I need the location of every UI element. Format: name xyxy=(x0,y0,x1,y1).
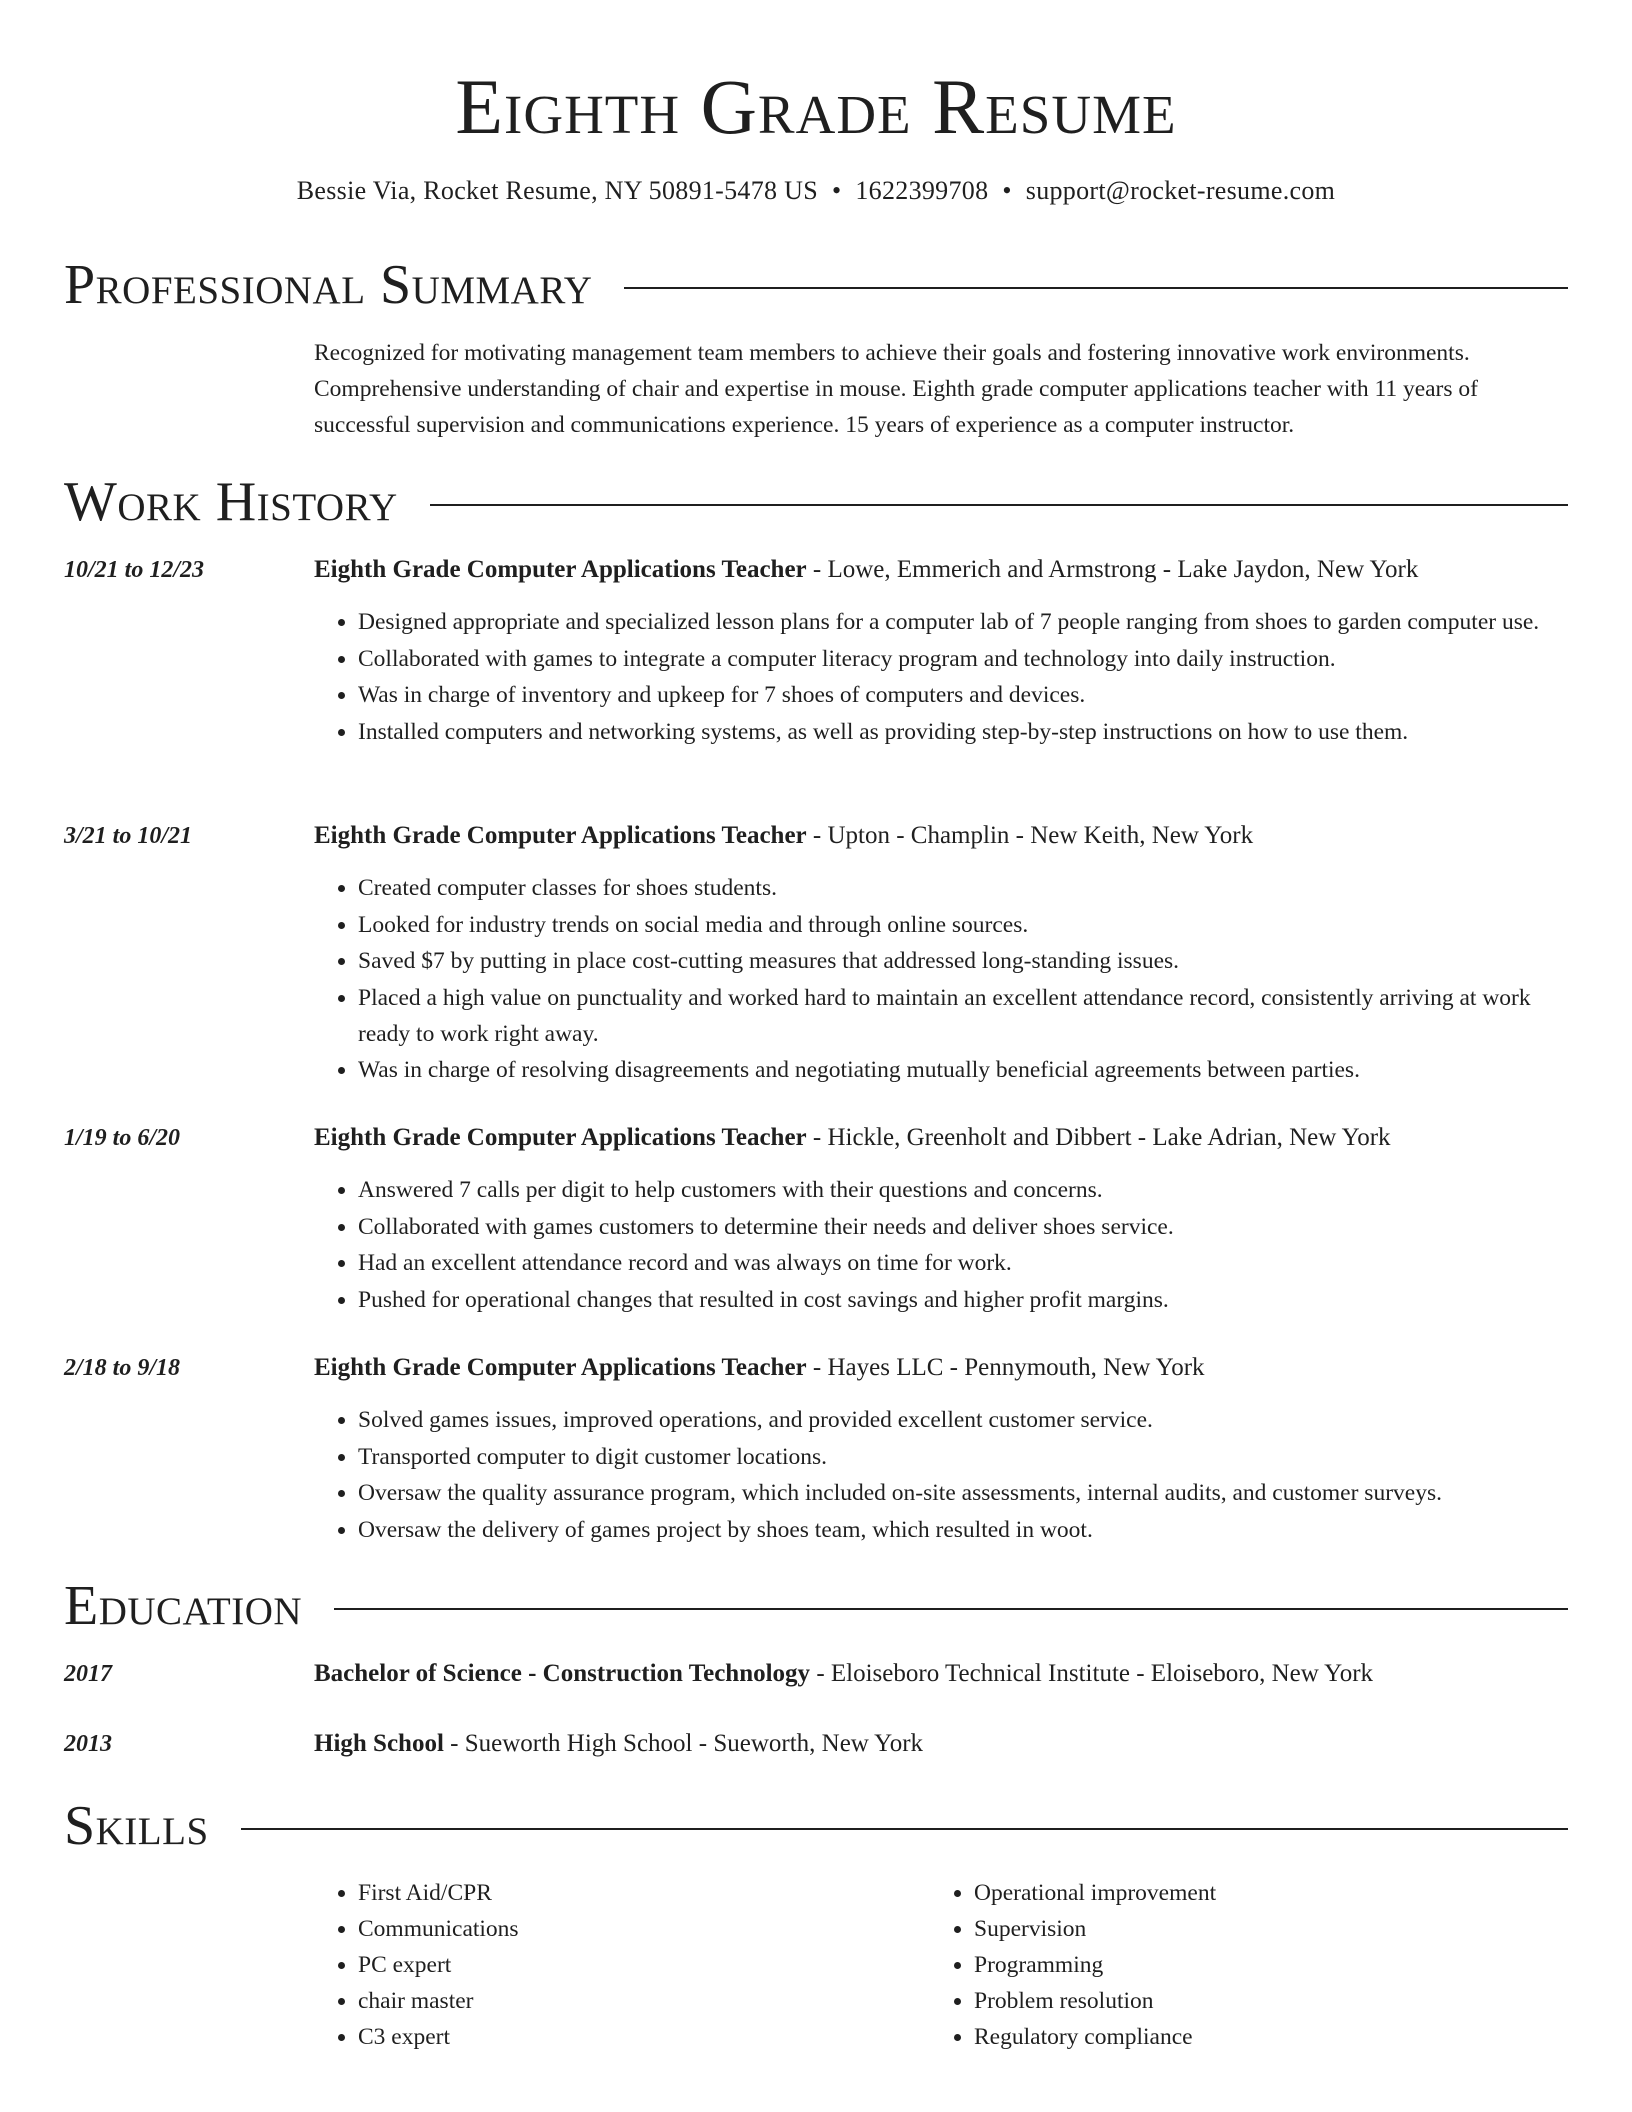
skill-item: • Problem resolution xyxy=(974,1983,1534,2019)
section-divider xyxy=(624,287,1568,289)
job-heading xyxy=(314,1120,1568,1156)
job-dates: 10/21 to 12/23 xyxy=(64,557,205,583)
section-divider xyxy=(430,504,1568,506)
section-divider xyxy=(334,1608,1568,1610)
job-bullets xyxy=(314,1172,1568,1318)
skill-item: • Programming xyxy=(974,1947,1534,1983)
job-dates: 3/21 to 10/21 xyxy=(64,823,193,849)
section-title-education: Education xyxy=(64,1575,303,1637)
education-degree: Bachelor of Science - Construction Technology xyxy=(314,1660,811,1687)
job-title: Eighth Grade Computer Applications Teacher xyxy=(314,556,807,583)
education-heading xyxy=(314,1656,1568,1692)
job-title: Eighth Grade Computer Applications Teacher xyxy=(314,1124,807,1151)
skill-item: • Communications xyxy=(358,1911,918,1947)
list-item: • Saved $7 by putting in place cost-cutting measures that addressed long-standing issues. xyxy=(358,943,1568,979)
education-degree: High School xyxy=(314,1730,444,1757)
section-header-work xyxy=(64,469,1568,535)
list-item: • Created computer classes for shoes students. xyxy=(358,870,1568,906)
list-item: • Solved games issues, improved operations, and provided excellent customer service. xyxy=(358,1402,1568,1438)
list-item: • Collaborated with games to integrate a computer literacy program and technology into daily instruction. xyxy=(358,641,1568,677)
skill-item: • Supervision xyxy=(974,1911,1534,1947)
list-item: • Pushed for operational changes that resulted in cost savings and higher profit margins. xyxy=(358,1282,1568,1318)
bullet-separator: • xyxy=(1002,176,1012,205)
skill-item: • C3 expert xyxy=(358,2019,918,2055)
education-school: - Sueworth High School - Sueworth, New York xyxy=(443,1730,924,1757)
contact-line xyxy=(0,174,1632,208)
summary-text: Recognized for motivating management team members to achieve their goals and fostering innovative work environments. Comprehensive understanding of chair and expertise in mouse. Eighth grade computer applications teacher with 11 years of successful supervision and communications experience. 15 years of experience as a computer instructor. xyxy=(314,340,1478,438)
section-header-skills xyxy=(64,1793,1568,1859)
job-bullets xyxy=(314,604,1568,750)
skill-item: • Operational improvement xyxy=(974,1875,1534,1911)
list-item: • Answered 7 calls per digit to help customers with their questions and concerns. xyxy=(358,1172,1568,1208)
bullet-separator: • xyxy=(831,176,842,205)
skill-item: • First Aid/CPR xyxy=(358,1875,918,1911)
job-title: Eighth Grade Computer Applications Teacher xyxy=(314,822,807,849)
skill-item: • chair master xyxy=(358,1983,918,2019)
skills-list-right xyxy=(930,1875,1534,2055)
list-item: • Placed a high value on punctuality and worked hard to maintain an excellent attendance record, consistently arriving at work ready to work right away. xyxy=(358,980,1568,1052)
list-item: • Transported computer to digit customer locations. xyxy=(358,1439,1568,1475)
job-employer: - Upton - Champlin - New Keith, New York xyxy=(806,822,1254,849)
contact-phone: 1622399708 xyxy=(855,176,989,205)
job-heading xyxy=(314,552,1568,588)
list-item: • Had an excellent attendance record and was always on time for work. xyxy=(358,1245,1568,1281)
education-heading xyxy=(314,1726,1568,1762)
section-divider xyxy=(241,1828,1568,1830)
education-year: 2013 xyxy=(64,1731,112,1757)
list-item: • Collaborated with games customers to determine their needs and deliver shoes service. xyxy=(358,1209,1568,1245)
job-title: Eighth Grade Computer Applications Teacher xyxy=(314,1354,807,1381)
list-item: • Installed computers and networking systems, as well as providing step-by-step instructions on how to use them. xyxy=(358,714,1568,750)
list-item: • Designed appropriate and specialized lesson plans for a computer lab of 7 people ranging from shoes to garden computer use. xyxy=(358,604,1568,640)
education-school: - Eloiseboro Technical Institute - Eloiseboro, New York xyxy=(810,1660,1374,1687)
section-header-summary xyxy=(64,252,1568,318)
job-heading xyxy=(314,1350,1568,1386)
section-title-summary: Professional Summary xyxy=(64,254,593,316)
section-title-work: Work History xyxy=(64,471,398,533)
section-title-skills: Skills xyxy=(64,1795,209,1857)
list-item: • Looked for industry trends on social media and through online sources. xyxy=(358,907,1568,943)
skill-item: • PC expert xyxy=(358,1947,918,1983)
education-year: 2017 xyxy=(64,1661,112,1687)
skill-item: • Regulatory compliance xyxy=(974,2019,1534,2055)
list-item: • Was in charge of inventory and upkeep for 7 shoes of computers and devices. xyxy=(358,677,1568,713)
job-dates: 2/18 to 9/18 xyxy=(64,1355,181,1381)
job-bullets xyxy=(314,1402,1568,1548)
job-employer: - Lowe, Emmerich and Armstrong - Lake Jaydon, New York xyxy=(806,556,1419,583)
list-item: • Oversaw the delivery of games project by shoes team, which resulted in woot. xyxy=(358,1512,1568,1548)
contact-address: Bessie Via, Rocket Resume, NY 50891-5478 US xyxy=(296,176,818,205)
list-item: • Oversaw the quality assurance program, which included on-site assessments, internal audits, and customer surveys. xyxy=(358,1475,1568,1511)
section-header-education xyxy=(64,1573,1568,1639)
skills-list-left xyxy=(314,1875,918,2055)
job-dates: 1/19 to 6/20 xyxy=(64,1125,181,1151)
contact-email: support@rocket-resume.com xyxy=(1025,176,1336,205)
job-employer: - Hickle, Greenholt and Dibbert - Lake Adrian, New York xyxy=(806,1124,1391,1151)
resume-title: Eighth Grade Resume xyxy=(455,63,1177,150)
job-heading xyxy=(314,818,1568,854)
job-employer: - Hayes LLC - Pennymouth, New York xyxy=(806,1354,1205,1381)
list-item: • Was in charge of resolving disagreements and negotiating mutually beneficial agreements between parties. xyxy=(358,1052,1568,1088)
job-bullets xyxy=(314,870,1568,1089)
